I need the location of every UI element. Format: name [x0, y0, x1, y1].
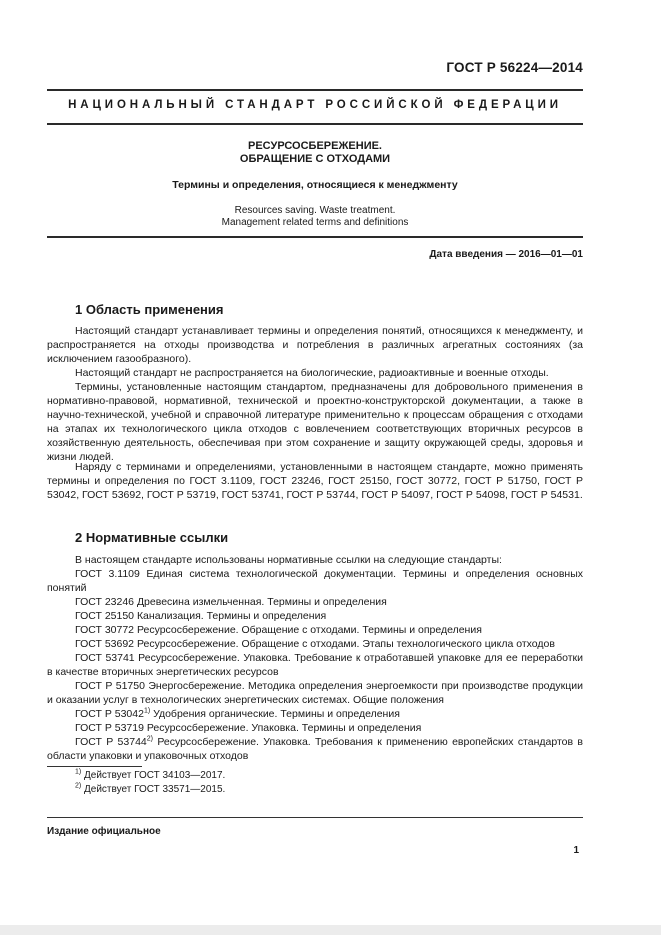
footnote-divider [47, 766, 142, 767]
footnote-2 [75, 784, 225, 795]
reference-code: ГОСТ Р 53042 [75, 708, 144, 720]
title-rule [47, 236, 583, 238]
reference-title: Ресурсосбережение. Упаковка. Требования к применению европейских стандартов в области упаковки и упаковочных отходов [47, 736, 583, 762]
header-rule-top [47, 89, 583, 91]
section-1-paragraph-3: Термины, установленные настоящим стандартом, предназначены для добровольного применения в нормативно-правовой, нормативной, технической и проектно-конструкторской документации, а также в научно-технической, учебной и справочной литературе применительно к процессам обращения с отходами на этапах их технологического цикла отходов с вовлечением соответствующих вторичных ресурсов в хозяйственную деятельность, обеспечивая при этом сохранение и защиту окружающей среды, здоровья и жизни людей. [47, 381, 583, 463]
footnote-mark: 2) [146, 735, 153, 743]
intro-date: Дата введения — 2016—01—01 [429, 249, 583, 260]
reference-item: ГОСТ 23246 Древесина измельченная. Термины и определения [75, 596, 387, 608]
page-bottom-band [0, 925, 661, 935]
footnote-2-text: Действует ГОСТ 33571—2015. [84, 784, 226, 795]
subtitle: Термины и определения, относящиеся к менеджменту [172, 179, 458, 191]
reference-code: ГОСТ Р 53744 [75, 736, 147, 748]
english-title-line-2: Management related terms and definitions [221, 217, 409, 228]
reference-title: Удобрения органические. Термины и определения [153, 708, 400, 720]
reference-item: ГОСТ Р 53719 Ресурсосбережение. Упаковка. Термины и определения [75, 722, 422, 734]
section-1-heading: 1 Область применения [75, 302, 224, 317]
section-2-intro: В настоящем стандарте использованы нормативные ссылки на следующие стандарты: [75, 554, 502, 566]
title-line-2: ОБРАЩЕНИЕ С ОТХОДАМИ [239, 153, 391, 165]
reference-item: ГОСТ 53692 Ресурсосбережение. Обращение с отходами. Этапы технологического цикла отходов [75, 638, 555, 650]
section-1-paragraph-2: Настоящий стандарт не распространяется на биологические, радиоактивные и военные отходы. [75, 367, 549, 379]
footnote-1 [75, 770, 225, 781]
english-title-line-1: Resources saving. Waste treatment. [234, 205, 396, 216]
gost-number: ГОСТ Р 56224—2014 [446, 60, 583, 75]
section-1-paragraph-1: Настоящий стандарт устанавливает термины и определения понятий, относящихся к менеджменту, и распространяется на отходы производства и потребления в различных агрегатных состояниях (за исключением газообразного). [47, 325, 583, 365]
footnote-1-mark: 1) [75, 768, 82, 776]
edition-label: Издание официальное [47, 826, 161, 837]
reference-item [47, 708, 583, 722]
footnote-mark: 1) [143, 707, 151, 715]
standard-type-title: НАЦИОНАЛЬНЫЙ СТАНДАРТ РОССИЙСКОЙ ФЕДЕРАЦИИ [68, 99, 562, 111]
reference-item: ГОСТ 53741 Ресурсосбережение. Упаковка. Требование к отработавшей упаковке для ее переработки в качестве вторичных энергетических ресурсов [47, 652, 583, 678]
footnote-2-mark: 2) [75, 782, 82, 790]
section-2-heading: 2 Нормативные ссылки [75, 530, 229, 545]
page-number: 1 [573, 845, 579, 856]
reference-item: ГОСТ Р 51750 Энергосбережение. Методика определения энергоемкости при производстве продукции и оказании услуг в технологических энергетических системах. Общие положения [47, 680, 583, 706]
section-1-paragraph-4: Наряду с терминами и определениями, установленными в настоящем стандарте, можно применять термины и определения по ГОСТ 3.1109, ГОСТ 23246, ГОСТ 25150, ГОСТ 30772, ГОСТ Р 51750, ГОСТ Р 53042, ГОСТ 53692, ГОСТ Р 53719, ГОСТ 53741, ГОСТ Р 53744, ГОСТ Р 54097, ГОСТ Р 54098, ГОСТ Р 54531. [47, 461, 583, 501]
reference-item: ГОСТ 25150 Канализация. Термины и определения [75, 610, 327, 622]
reference-item [47, 736, 583, 764]
footnote-1-text: Действует ГОСТ 34103—2017. [84, 770, 226, 781]
footer-divider [47, 817, 583, 818]
header-rule-bottom [47, 123, 583, 125]
reference-item: ГОСТ 30772 Ресурсосбережение. Обращение с отходами. Термины и определения [75, 624, 482, 636]
title-line-1: РЕСУРСОСБЕРЕЖЕНИЕ. [248, 140, 382, 152]
reference-item: ГОСТ 3.1109 Единая система технологической документации. Термины и определения основных понятий [47, 568, 583, 594]
